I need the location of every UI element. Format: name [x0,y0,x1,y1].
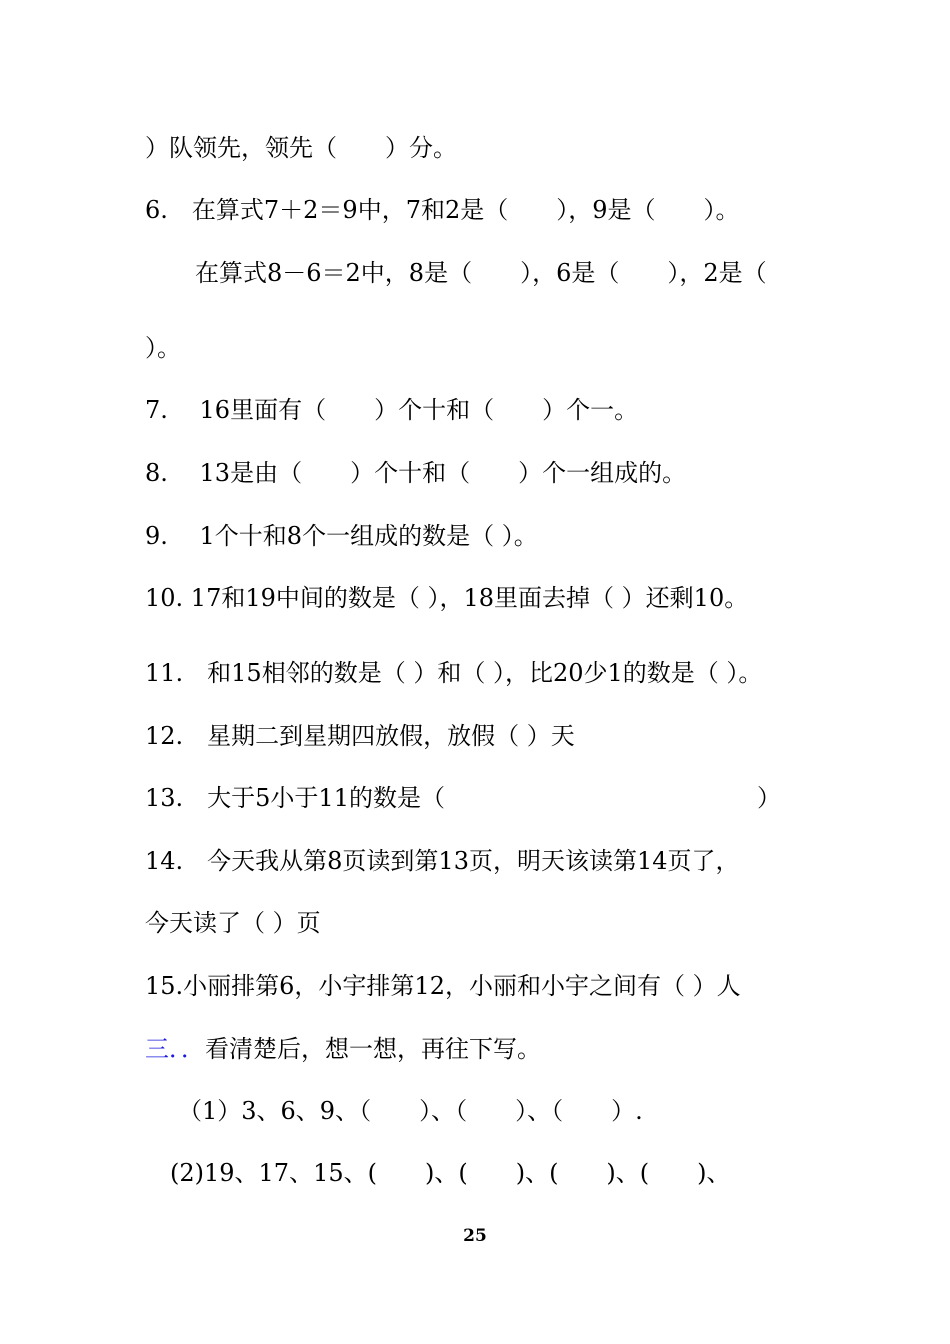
section-3-instruction: 看清楚后，想一想，再往下写。 [205,1035,541,1063]
question-14-line-1: 14. 今天我从第8页读到第13页，明天该读第14页了， [145,847,740,875]
question-7: 7. 16里面有（ ）个十和（ ）个一。 [145,396,639,424]
question-10: 10. 17和19中间的数是（ ），18里面去掉（ ）还剩10。 [145,584,749,612]
question-8: 8. 13是由（ ）个十和（ ）个一组成的。 [145,459,687,487]
question-11: 11. 和15相邻的数是（ ）和（ ），比20少1的数是（ ）。 [145,659,763,687]
question-6-line-3: ）。 [145,334,181,362]
sequence-2: (2)19、17、15、( )、( )、( )、( )、 [170,1159,731,1187]
question-15: 15.小丽排第6，小宇排第12，小丽和小宇之间有（ ）人 [145,972,741,1000]
question-12: 12. 星期二到星期四放假，放假（ ）天 [145,722,575,750]
section-3-heading [145,1029,541,1069]
question-13: 13. 大于5小于11的数是（ ） [145,784,781,812]
question-5-continuation: ）队领先，领先（ ）分。 [145,134,457,162]
question-6-line-2: 在算式8－6＝2中，8是（ ），6是（ ），2是（ [195,259,767,287]
page-number: 25 [463,1226,487,1246]
question-9: 9. 1个十和8个一组成的数是（ ）。 [145,522,538,550]
question-14-line-2: 今天读了（ ）页 [145,909,321,937]
section-3-number: 三．． [145,1035,205,1063]
question-6-line-1: 6. 在算式7＋2＝9中，7和2是（ ），9是（ ）。 [145,196,740,224]
sequence-1: （1）3、6、9、（ ）、（ ）、（ ）. [178,1097,643,1125]
